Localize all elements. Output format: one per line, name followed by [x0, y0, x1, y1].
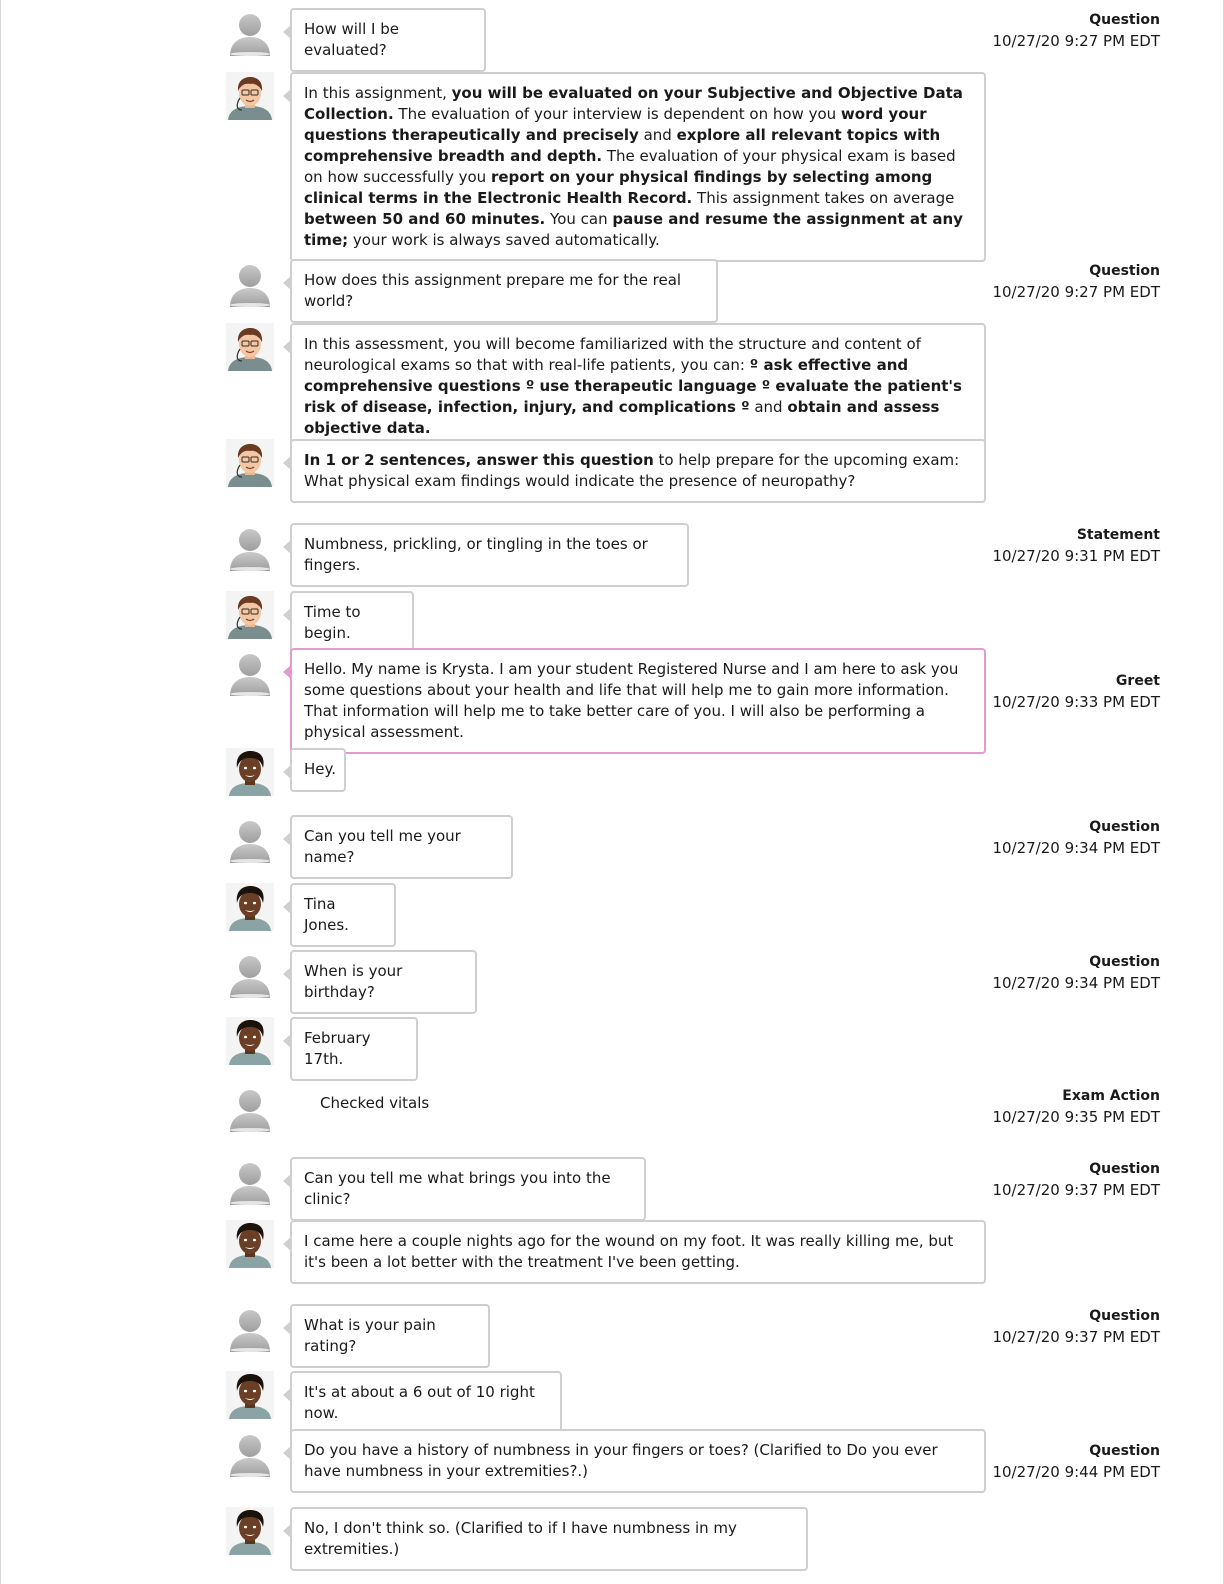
- timestamp: 10/27/20 9:44 PM EDT: [992, 1463, 1160, 1481]
- timestamp: 10/27/20 9:27 PM EDT: [992, 32, 1160, 50]
- timestamp: 10/27/20 9:34 PM EDT: [992, 839, 1160, 857]
- timestamp: 10/27/20 9:37 PM EDT: [992, 1328, 1160, 1346]
- timestamp: 10/27/20 9:31 PM EDT: [992, 547, 1160, 565]
- narrator-avatar-icon: [226, 439, 274, 487]
- message-bubble: Hey.: [290, 748, 346, 792]
- message-bubble: Time to begin.: [290, 591, 414, 655]
- message-bubble: I came here a couple nights ago for the wound on my foot. It was really killing me, but it's been a lot better with the treatment I've been getting.: [290, 1220, 986, 1284]
- student-avatar-icon: [226, 1157, 274, 1205]
- interaction-type-label: Statement: [1076, 527, 1160, 543]
- interaction-type-label: Question: [1089, 1161, 1160, 1177]
- message-bubble: No, I don't think so. (Clarified to if I have numbness in my extremities.): [290, 1507, 808, 1571]
- message-meta: [992, 952, 1160, 994]
- message-bubble: In this assessment, you will become familiarized with the structure and content of neurological exams so that with real-life patients, you can: º ask effective and comprehensive questions º use therapeutic language º evaluate the patient's risk of disease, infection, injury, and complications º and obtain and assess objective data.: [290, 323, 986, 450]
- message-bubble: In this assignment, you will be evaluated on your Subjective and Objective Data Collection. The evaluation of your interview is dependent on how you word your questions therapeutically and precisely and explore all relevant topics with comprehensive breadth and depth. The evaluation of your physical exam is based on how successfully you report on your physical findings by selecting among clinical terms in the Electronic Health Record. This assignment takes on average between 50 and 60 minutes. You can pause and resume the assignment at any time; your work is always saved automatically.: [290, 72, 986, 262]
- interaction-type-label: Exam Action: [1062, 1088, 1160, 1104]
- patient-avatar-icon: [226, 1371, 274, 1419]
- timestamp: 10/27/20 9:34 PM EDT: [992, 974, 1160, 992]
- student-avatar-icon: [226, 259, 274, 307]
- timestamp: 10/27/20 9:27 PM EDT: [992, 283, 1160, 301]
- timestamp: 10/27/20 9:35 PM EDT: [992, 1108, 1160, 1126]
- message-bubble: Tina Jones.: [290, 883, 396, 947]
- interaction-type-label: Question: [1089, 819, 1160, 835]
- student-avatar-icon: [226, 1084, 274, 1132]
- interaction-type-label: Greet: [1115, 673, 1160, 689]
- student-avatar-icon: [226, 1304, 274, 1352]
- message-bubble: When is your birthday?: [290, 950, 477, 1014]
- message-meta: [992, 1086, 1160, 1128]
- message-bubble: Hello. My name is Krysta. I am your student Registered Nurse and I am here to ask you some questions about your health and life that will help me to gain more information. That information will help me to take better care of you. I will also be performing a physical assessment.: [290, 648, 986, 754]
- interaction-type-label: Question: [1089, 12, 1160, 28]
- interaction-type-label: Question: [1089, 1443, 1160, 1459]
- message-meta: [992, 525, 1160, 567]
- student-avatar-icon: [226, 523, 274, 571]
- exam-action-text: Checked vitals: [290, 1084, 470, 1128]
- interaction-type-label: Question: [1089, 1308, 1160, 1324]
- message-bubble: How does this assignment prepare me for the real world?: [290, 259, 718, 323]
- student-avatar-icon: [226, 648, 274, 696]
- narrator-avatar-icon: [226, 591, 274, 639]
- student-avatar-icon: [226, 950, 274, 998]
- message-bubble: Can you tell me your name?: [290, 815, 513, 879]
- patient-avatar-icon: [226, 883, 274, 931]
- timestamp: 10/27/20 9:33 PM EDT: [992, 693, 1160, 711]
- message-meta: [992, 671, 1160, 713]
- message-bubble: In 1 or 2 sentences, answer this question to help prepare for the upcoming exam: What physical exam findings would indicate the presence of neuropathy?: [290, 439, 986, 503]
- patient-avatar-icon: [226, 1507, 274, 1555]
- message-meta: [992, 1441, 1160, 1483]
- message-meta: [992, 817, 1160, 859]
- message-bubble: Can you tell me what brings you into the clinic?: [290, 1157, 646, 1221]
- student-avatar-icon: [226, 1429, 274, 1477]
- message-bubble: What is your pain rating?: [290, 1304, 490, 1368]
- student-avatar-icon: [226, 8, 274, 56]
- message-bubble: Numbness, prickling, or tingling in the toes or fingers.: [290, 523, 689, 587]
- message-bubble: Do you have a history of numbness in your fingers or toes? (Clarified to Do you ever have numbness in your extremities?.): [290, 1429, 986, 1493]
- student-avatar-icon: [226, 815, 274, 863]
- message-meta: [992, 1306, 1160, 1348]
- message-bubble: How will I be evaluated?: [290, 8, 486, 72]
- interaction-type-label: Question: [1089, 954, 1160, 970]
- timestamp: 10/27/20 9:37 PM EDT: [992, 1181, 1160, 1199]
- patient-avatar-icon: [226, 1017, 274, 1065]
- narrator-avatar-icon: [226, 72, 274, 120]
- message-meta: [992, 10, 1160, 52]
- message-meta: [992, 261, 1160, 303]
- patient-avatar-icon: [226, 1220, 274, 1268]
- narrator-avatar-icon: [226, 323, 274, 371]
- message-meta: [992, 1159, 1160, 1201]
- message-bubble: February 17th.: [290, 1017, 418, 1081]
- interaction-type-label: Question: [1089, 263, 1160, 279]
- message-bubble: It's at about a 6 out of 10 right now.: [290, 1371, 562, 1435]
- patient-avatar-icon: [226, 748, 274, 796]
